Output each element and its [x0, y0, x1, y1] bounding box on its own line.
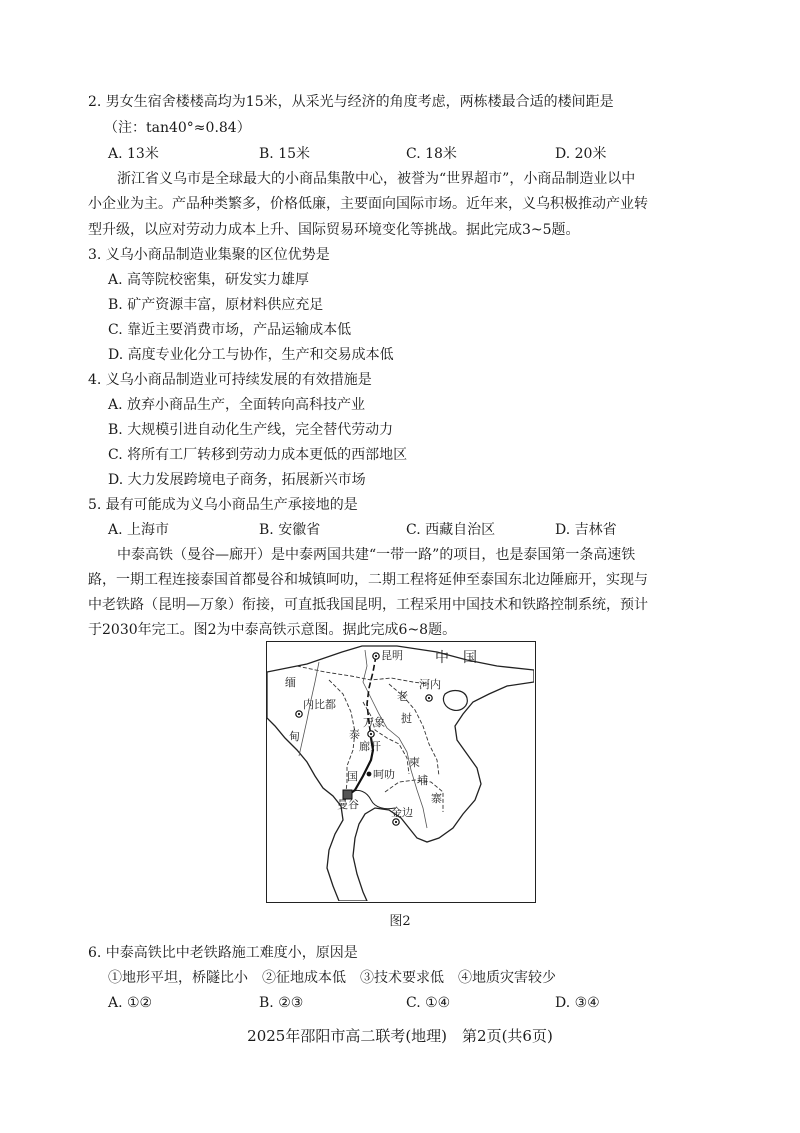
label-nongkhai: 廊开: [359, 740, 381, 753]
hainan-island: [443, 691, 467, 711]
label-laos-2: 挝: [401, 712, 412, 725]
q3-option-b: B. 矿产资源丰富，原材料供应充足: [108, 297, 324, 313]
q5-option-d: D. 吉林省: [555, 522, 617, 538]
label-bangkok: 曼谷: [337, 798, 359, 811]
q4-option-c: C. 将所有工厂转移到劳动力成本更低的西部地区: [108, 447, 408, 463]
q3-option-c: C. 靠近主要消费市场，产品运输成本低: [108, 322, 352, 338]
q2-option-d: D. 20米: [555, 146, 607, 162]
label-thailand-1: 泰: [349, 728, 360, 741]
q5-option-a: A. 上海市: [108, 522, 170, 538]
q2-stem: 2. 男女生宿舍楼楼高均为15米，从采光与经济的角度考虑，两栋楼最合适的楼间距是: [88, 94, 614, 110]
label-myanmar-2: 甸: [289, 730, 300, 743]
figure-caption: 图2: [389, 914, 411, 929]
q5-option-b: B. 安徽省: [259, 522, 321, 538]
q3-option-a: A. 高等院校密集，研发实力雄厚: [108, 272, 310, 288]
q6-option-a: A. ①②: [108, 995, 153, 1011]
passage2-line-2: 路，一期工程连接泰国首都曼谷和城镇呵叻，二期工程将延伸至泰国东北边陲廊开，实现与: [88, 572, 648, 588]
railway-map-svg: [267, 642, 534, 901]
q5-stem: 5. 最有可能成为义乌小商品生产承接地的是: [88, 497, 358, 513]
passage1-line-3: 型升级，以应对劳动力成本上升、国际贸易环境变化等挑战。据此完成3~5题。: [88, 222, 580, 238]
label-laos-1: 老: [397, 690, 408, 703]
q2-option-b: B. 15米: [259, 146, 311, 162]
q2-note: （注：tan40°≈0.84）: [104, 120, 251, 136]
q4-option-d: D. 大力发展跨境电子商务，拓展新兴市场: [108, 472, 366, 488]
q2-option-a: A. 13米: [108, 146, 159, 162]
q3-stem: 3. 义乌小商品制造业集聚的区位优势是: [88, 247, 330, 263]
label-phnompenh: 金边: [391, 806, 413, 819]
label-kunming: 昆明: [381, 649, 403, 662]
railway-map: [266, 641, 536, 903]
q6-stem: 6. 中泰高铁比中老铁路施工难度小，原因是: [88, 945, 358, 961]
label-cambodia-3: 寨: [431, 792, 442, 805]
q6-option-c: C. ①④: [406, 995, 451, 1011]
label-thailand-2: 国: [347, 770, 358, 783]
label-cambodia-1: 柬: [409, 756, 420, 769]
q6-option-d: D. ③④: [555, 995, 600, 1011]
label-china: 中 国: [435, 650, 477, 666]
label-hanoi: 河内: [419, 678, 441, 691]
label-myanmar-1: 缅: [285, 676, 296, 689]
label-nakhon: 呵叻: [373, 768, 395, 781]
passage1-line-2: 小企业为主。产品种类繁多，价格低廉，主要面向国际市场。近年来，义乌积极推动产业转: [88, 196, 648, 212]
label-cambodia-2: 埔: [417, 774, 428, 787]
passage2-line-3: 中老铁路（昆明—万象）衔接，可直抵我国昆明，工程采用中国技术和铁路控制系统，预计: [88, 597, 648, 613]
q4-option-a: A. 放弃小商品生产，全面转向高科技产业: [108, 397, 366, 413]
q5-option-c: C. 西藏自治区: [406, 522, 496, 538]
q4-stem: 4. 义乌小商品制造业可持续发展的有效措施是: [88, 372, 372, 388]
q4-option-b: B. 大规模引进自动化生产线，完全替代劳动力: [108, 422, 394, 438]
mainland-coastline: [267, 646, 534, 901]
city-nakhon-marker: [367, 772, 372, 777]
q3-option-d: D. 高度专业化分工与协作，生产和交易成本低: [108, 347, 394, 363]
label-naypyidaw: 内比都: [303, 698, 336, 711]
passage2-line-4: 于2030年完工。图2为中泰高铁示意图。据此完成6~8题。: [88, 622, 457, 638]
q2-option-c: C. 18米: [406, 146, 457, 162]
q6-items: ①地形平坦，桥隧比小 ②征地成本低 ③技术要求低 ④地质灾害较少: [108, 970, 556, 986]
passage1-line-1: 浙江省义乌市是全球最大的小商品集散中心，被誉为“世界超市”，小商品制造业以中: [117, 171, 636, 187]
page-footer: 2025年邵阳市高二联考(地理) 第2页(共6页): [247, 1027, 553, 1045]
q6-option-b: B. ②③: [259, 995, 304, 1011]
label-vientiane: 万象: [363, 716, 385, 729]
passage2-line-1: 中泰高铁（曼谷—廊开）是中泰两国共建“一带一路”的项目，也是泰国第一条高速铁: [117, 547, 636, 563]
